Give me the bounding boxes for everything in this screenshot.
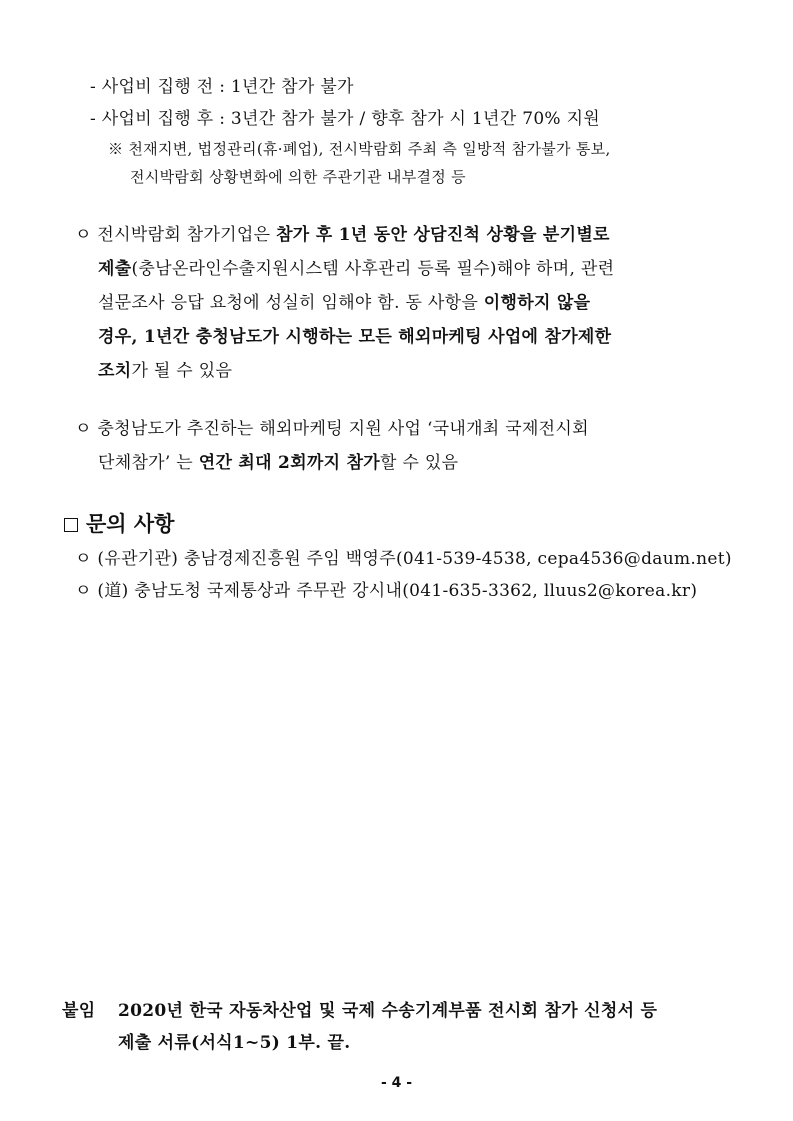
bullet1-line-5 <box>98 356 232 381</box>
bullet1-line-2 <box>98 254 614 279</box>
note-line-1: ※ 천재지변, 법정관리(휴·폐업), 전시박람회 주최 측 일방적 참가불가 통보, <box>108 140 611 158</box>
attachment-line-1: 2020년 한국 자동차산업 및 국제 수송기계부품 전시회 참가 신청서 등 <box>118 1001 658 1021</box>
bullet1-text: ㅇ 전시박람회 참가기업은 <box>75 225 277 245</box>
bullet1-text: 설문조사 응답 요청에 성실히 임해야 함. 동 사항을 <box>98 293 484 313</box>
page-number: - 4 - <box>380 1075 413 1091</box>
bullet1-emphasis: 이행하지 않을 <box>483 293 591 313</box>
contact-heading-text: 문의 사항 <box>86 512 175 536</box>
contact-item-2: ㅇ (道) 충남도청 국제통상과 주무관 강시내(041-635-3362, lluus2@korea.kr) <box>75 581 698 601</box>
bullet1-emphasis: 조치 <box>98 361 132 381</box>
bullet2-text: 단체참가’ 는 <box>98 453 199 473</box>
bullet1-line-4: 경우, 1년간 충청남도가 시행하는 모든 해외마케팅 사업에 참가제한 <box>98 327 612 347</box>
bullet1-emphasis: 참가 후 1년 동안 상담진척 상황을 분기별로 <box>276 225 610 245</box>
checkbox-square-icon <box>64 518 78 532</box>
contact-heading <box>64 508 174 538</box>
bullet2-emphasis: 연간 최대 2회까지 참가 <box>198 453 381 473</box>
note-line-2: 전시박람회 상황변화에 의한 주관기관 내부결정 등 <box>130 168 466 186</box>
attachment-label: 붙임 <box>62 1001 96 1021</box>
bullet2-line-2 <box>98 448 458 473</box>
attachment-line-2: 제출 서류(서식1~5) 1부. 끝. <box>118 1033 351 1053</box>
bullet1-text: (충남온라인수출지원시스템 사후관리 등록 필수)해야 하며, 관련 <box>131 259 615 279</box>
bullet1-emphasis: 제출 <box>98 259 132 279</box>
bullet1-text: 가 될 수 있음 <box>131 361 233 381</box>
penalty-before: - 사업비 집행 전 : 1년간 참가 불가 <box>90 77 354 97</box>
bullet2-text: 할 수 있음 <box>380 453 459 473</box>
bullet1-line-1 <box>75 220 610 245</box>
penalty-after: - 사업비 집행 후 : 3년간 참가 불가 / 향후 참가 시 1년간 70% 지원 <box>90 109 601 129</box>
bullet2-line-1: ㅇ 충청남도가 추진하는 해외마케팅 지원 사업 ‘국내개최 국제전시회 <box>75 419 589 439</box>
bullet1-line-3 <box>98 288 590 313</box>
contact-item-1: ㅇ (유관기관) 충남경제진흥원 주임 백영주(041-539-4538, cepa4536@daum.net) <box>75 549 732 569</box>
